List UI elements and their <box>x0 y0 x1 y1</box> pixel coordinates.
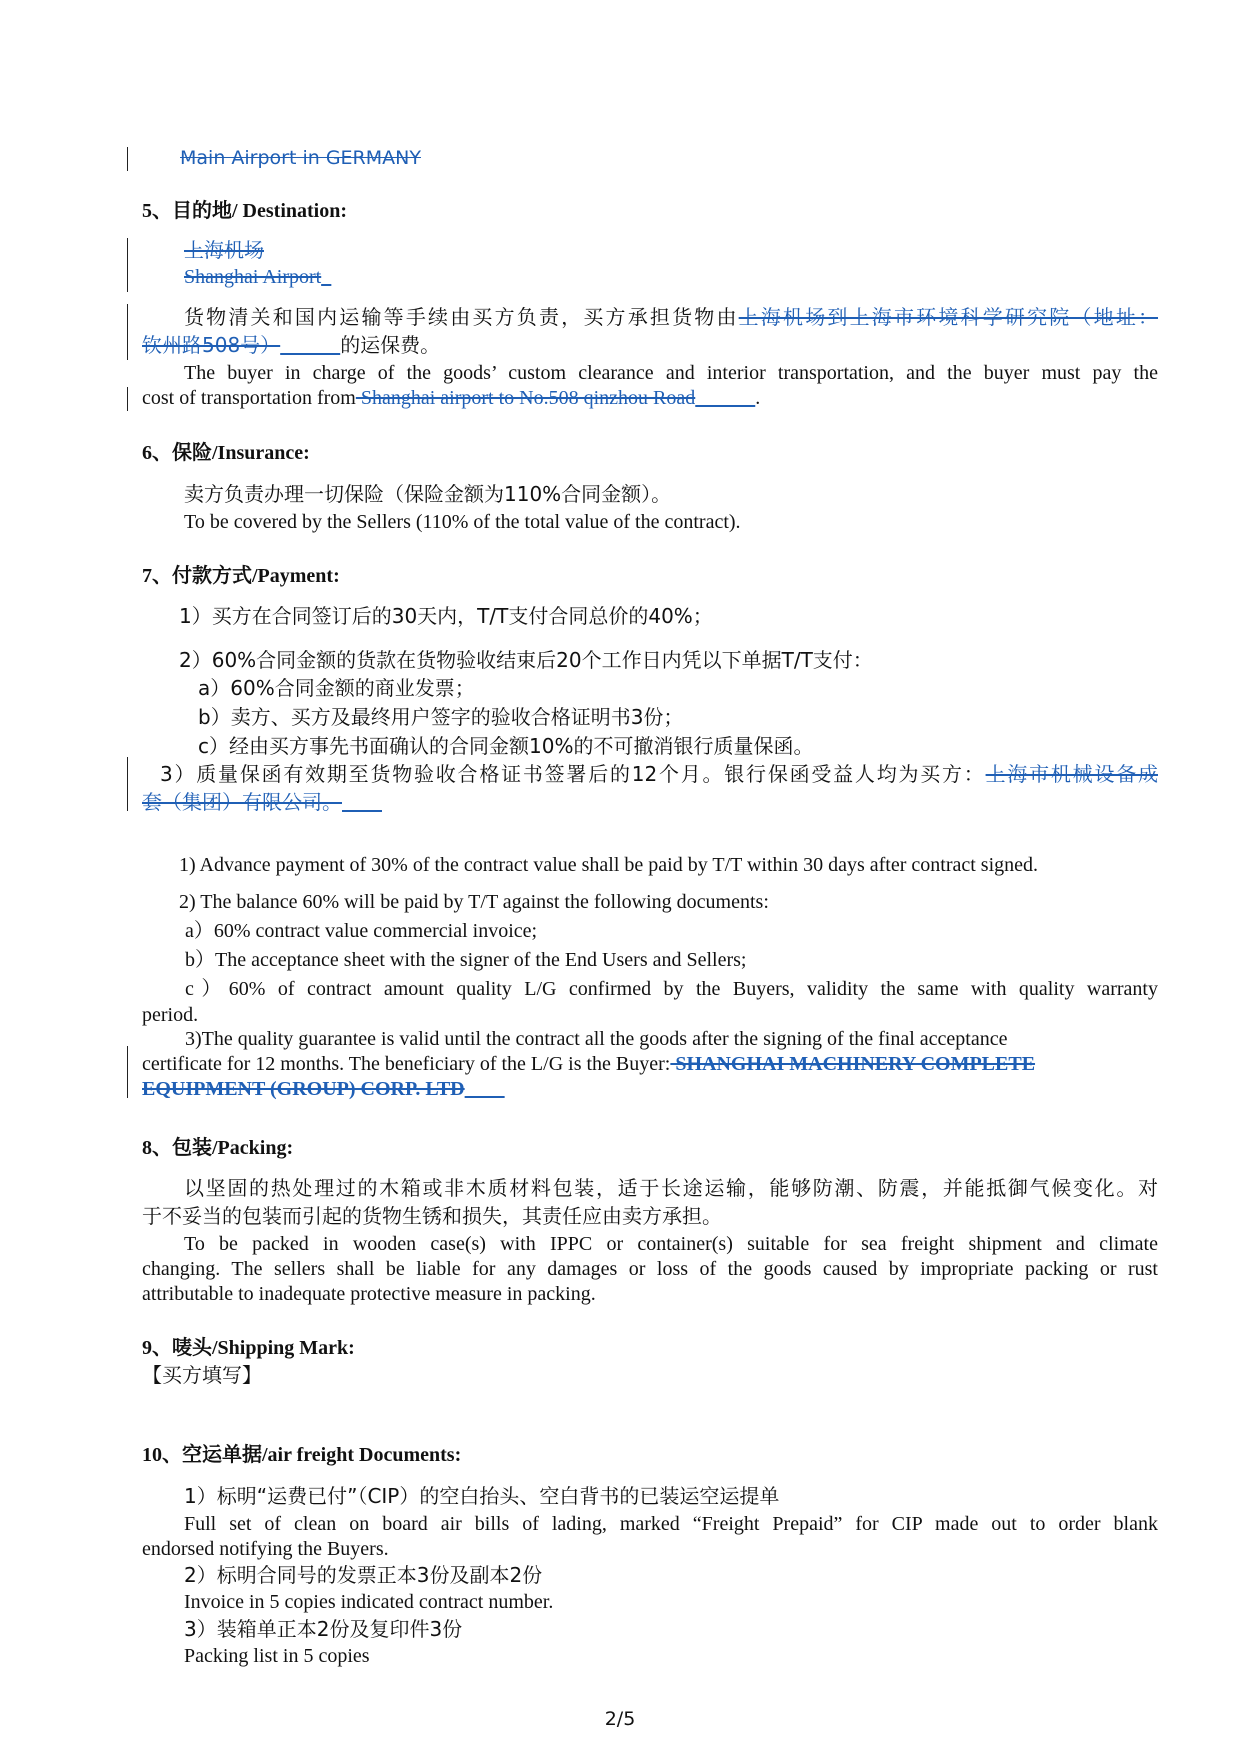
change-bar <box>127 1046 128 1098</box>
docs-cn-3: 3）装箱单正本2份及复印件3份 <box>184 1617 463 1641</box>
docs-en-1-cont: endorsed notifying the Buyers. <box>142 1538 389 1560</box>
section-8-heading: 8、包装/Packing: <box>142 1135 294 1159</box>
payment-en-3-cont: certificate for 12 months. The beneficiary of the L/G is the Buyer: SHANGHAI MACHINERY COMPLETE <box>142 1053 1036 1075</box>
payment-en-2c-cont: period. <box>142 1004 199 1026</box>
payment-en-2: 2) The balance 60% will be paid by T/T against the following documents: <box>179 891 769 913</box>
packing-en-1: To be packed in wooden case(s) with IPPC or container(s) suitable for sea freight shipment and climate <box>184 1233 1158 1255</box>
payment-en-2c: c）60% of contract amount quality L/G confirmed by the Buyers, validity the same with quality warranty <box>185 978 1158 1000</box>
docs-en-2: Invoice in 5 copies indicated contract number. <box>184 1591 554 1613</box>
section-10-heading: 10、空运单据/air freight Documents: <box>142 1442 462 1466</box>
payment-cn-2c: c）经由买方事先书面确认的合同金额10%的不可撤消银行质量保函。 <box>198 734 814 758</box>
section-6-heading: 6、保险/Insurance: <box>142 440 310 464</box>
customs-clause-en-2: cost of transportation from Shanghai airport to No.508 qinzhou Road . <box>142 387 761 409</box>
destination-cn: 上海机场 <box>184 238 264 262</box>
customs-clause-cn-2: 钦州路508号） 的运保费。 <box>142 333 441 357</box>
deleted-text-line <box>180 146 1196 171</box>
payment-cn-2a: a）60%合同金额的商业发票； <box>198 676 475 700</box>
insurance-cn: 卖方负责办理一切保险（保险金额为110%合同金额）。 <box>184 482 672 506</box>
payment-en-3: 3)The quality guarantee is valid until the contract all the goods after the signing of the final acceptance <box>185 1028 1008 1050</box>
customs-clause-cn-1: 货物清关和国内运输等手续由买方负责，买方承担货物由上海机场到上海市环境科学研究院（地址： <box>184 305 1159 329</box>
payment-cn-3-cont: 套（集团）有限公司。 <box>142 790 342 814</box>
docs-cn-1: 1）标明“运费已付”（CIP）的空白抬头、空白背书的已装运空运提单 <box>184 1484 780 1508</box>
packing-en-3: attributable to inadequate protective measure in packing. <box>142 1283 596 1305</box>
section-5-heading: 5、目的地/ Destination: <box>142 198 347 222</box>
deleted-text: Main Airport in GERMANY <box>180 147 421 169</box>
docs-en-1: Full set of clean on board air bills of lading, marked “Freight Prepaid” for CIP made out to order blank <box>184 1513 1158 1535</box>
payment-en-2a: a）60% contract value commercial invoice; <box>185 920 538 942</box>
change-bar <box>127 238 128 292</box>
payment-cn-1: 1）买方在合同签订后的30天内，T/T支付合同总价的40%； <box>179 604 713 628</box>
docs-cn-2: 2）标明合同号的发票正本3份及副本2份 <box>184 1563 543 1587</box>
payment-en-1: 1) Advance payment of 30% of the contract value shall be paid by T/T within 30 days after contract signed. <box>179 854 1039 876</box>
packing-cn-1: 以坚固的热处理过的木箱或非木质材料包装，适于长途运输，能够防潮、防震，并能抵御气候变化。对 <box>184 1176 1158 1200</box>
section-9-heading: 9、唛头/Shipping Mark: <box>142 1335 355 1359</box>
shipping-mark-note: 【买方填写】 <box>142 1363 262 1387</box>
destination-en: Shanghai Airport_ <box>184 266 332 288</box>
packing-en-2: changing. The sellers shall be liable for any damages or loss of the goods caused by impropriate packing or rust <box>142 1258 1158 1280</box>
change-bar <box>127 757 128 811</box>
insurance-en: To be covered by the Sellers (110% of the total value of the contract). <box>184 511 741 533</box>
payment-en-3-cont-2: EQUIPMENT (GROUP) CORP. LTD <box>142 1078 465 1100</box>
payment-cn-2: 2）60%合同金额的货款在货物验收结束后20个工作日内凭以下单据T/T支付： <box>179 648 873 672</box>
change-bar <box>127 147 128 171</box>
payment-en-2b: b）The acceptance sheet with the signer of the End Users and Sellers; <box>185 949 747 971</box>
packing-cn-2: 于不妥当的包装而引起的货物生锈和损失，其责任应由卖方承担。 <box>142 1204 722 1228</box>
docs-en-3: Packing list in 5 copies <box>184 1645 370 1667</box>
change-bar <box>127 304 128 360</box>
payment-cn-2b: b）卖方、买方及最终用户签字的验收合格证明书3份； <box>198 705 684 729</box>
payment-cn-3: 3）质量保函有效期至货物验收合格证书签署后的12个月。银行保函受益人均为买方：上海市机械设备成 <box>160 762 1158 786</box>
customs-clause-en-1: The buyer in charge of the goods’ custom clearance and interior transportation, and the buyer must pay the <box>184 362 1158 384</box>
section-7-heading: 7、付款方式/Payment: <box>142 563 340 587</box>
page-number: 2/5 <box>604 1708 636 1730</box>
change-bar <box>127 387 128 411</box>
